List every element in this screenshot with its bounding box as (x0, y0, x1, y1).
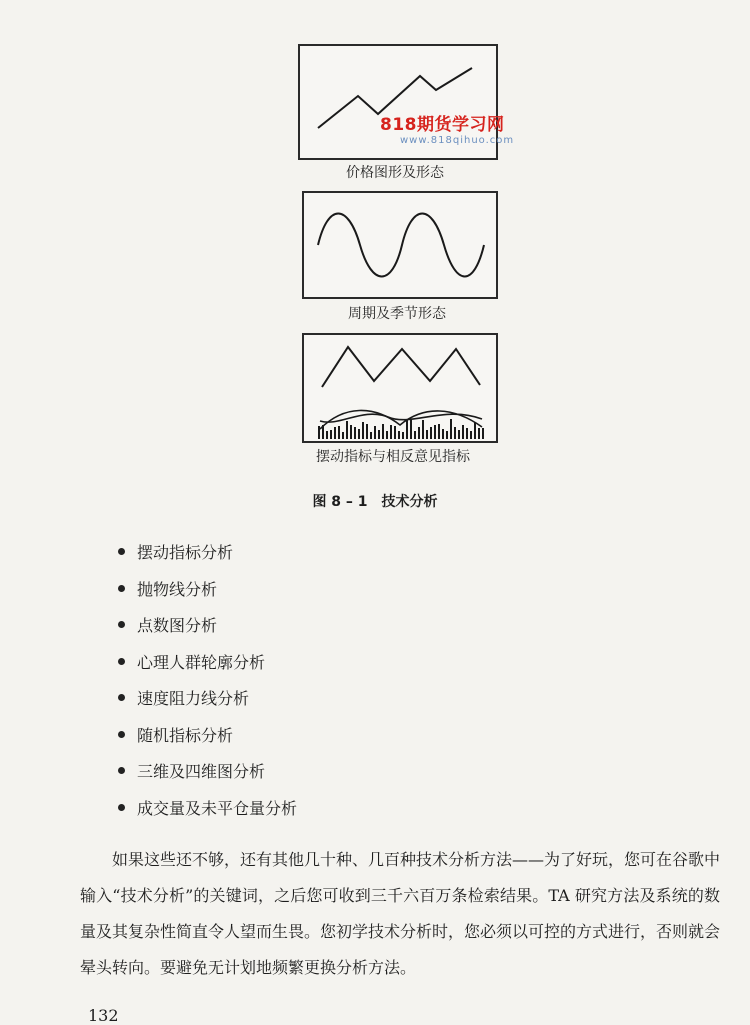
volume-bar (430, 427, 432, 439)
cycle-pattern-caption: 周期及季节形态 (348, 306, 446, 322)
volume-bar (442, 429, 444, 439)
bullet-icon (118, 767, 125, 774)
volume-bar (358, 429, 360, 439)
volume-bar (346, 421, 348, 439)
volume-bar (422, 420, 424, 439)
watermark-logo (380, 110, 514, 146)
volume-bar (386, 431, 388, 439)
bullet-icon (118, 658, 125, 665)
oscillator-caption: 摆动指标与相反意见指标 (316, 449, 470, 465)
volume-bar (338, 426, 340, 439)
volume-bar (410, 419, 412, 439)
price-pattern-caption: 价格图形及形态 (346, 165, 444, 181)
volume-bar (370, 432, 372, 439)
volume-bar (450, 419, 452, 439)
volume-bar (374, 426, 376, 439)
volume-bar (402, 432, 404, 439)
volume-bar (418, 427, 420, 439)
volume-bar (482, 428, 484, 439)
volume-bar (462, 425, 464, 439)
volume-bar (390, 425, 392, 439)
volume-bar (382, 424, 384, 439)
list-item: 心理人群轮廓分析 (118, 648, 297, 685)
cycle-sine-wave (304, 193, 496, 297)
bullet-icon (118, 694, 125, 701)
watermark-brand: 818期货学习网 (380, 115, 505, 135)
volume-bar (366, 424, 368, 439)
volume-bar (466, 428, 468, 439)
figure-title: 图 8 – 1 技术分析 (312, 494, 438, 510)
cycle-pattern-panel (302, 191, 498, 299)
volume-bar (414, 431, 416, 439)
watermark-url: www.818qihuo.com (400, 135, 515, 146)
bullet-icon (118, 804, 125, 811)
bullet-icon (118, 548, 125, 555)
oscillator-chart (304, 335, 496, 441)
bullet-icon (118, 585, 125, 592)
volume-bar (478, 428, 480, 439)
list-item: 速度阻力线分析 (118, 684, 297, 721)
volume-bar (318, 426, 320, 439)
volume-bar (334, 427, 336, 439)
list-item: 点数图分析 (118, 611, 297, 648)
body-paragraph: 如果这些还不够，还有其他几十种、几百种技术分析方法——为了好玩，您可在谷歌中输入“技术分析”的关键词，之后您可收到三千六百万条检索结果。TA 研究方法及系统的数量及其复杂性简直令人望而生畏。您初学技术分析时，您必须以可控的方式进行，否则就会晕头转向。要避免无计划地频繁更换分析方法。 (80, 850, 721, 977)
analysis-method-list (118, 538, 297, 830)
volume-bar (446, 431, 448, 439)
list-item: 摆动指标分析 (118, 538, 297, 575)
page-number: 132 (88, 1006, 119, 1025)
list-item: 成交量及未平仓量分析 (118, 794, 297, 831)
volume-bar (326, 431, 328, 439)
volume-bar (378, 430, 380, 439)
bullet-icon (118, 731, 125, 738)
list-item: 随机指标分析 (118, 721, 297, 758)
volume-bar (470, 431, 472, 439)
volume-bar (350, 425, 352, 439)
volume-bar (398, 431, 400, 439)
volume-bar (434, 425, 436, 439)
volume-bar (330, 430, 332, 439)
list-item: 抛物线分析 (118, 575, 297, 612)
volume-bar (342, 432, 344, 439)
volume-bar (406, 420, 408, 439)
list-item: 三维及四维图分析 (118, 757, 297, 794)
oscillator-panel (302, 333, 498, 443)
volume-bar (354, 427, 356, 439)
volume-bar (454, 427, 456, 439)
volume-bar (362, 422, 364, 439)
volume-bar (458, 430, 460, 439)
volume-bar (474, 422, 476, 439)
volume-bar (426, 430, 428, 439)
bullet-icon (118, 621, 125, 628)
volume-bar (438, 424, 440, 439)
volume-bar (394, 426, 396, 439)
